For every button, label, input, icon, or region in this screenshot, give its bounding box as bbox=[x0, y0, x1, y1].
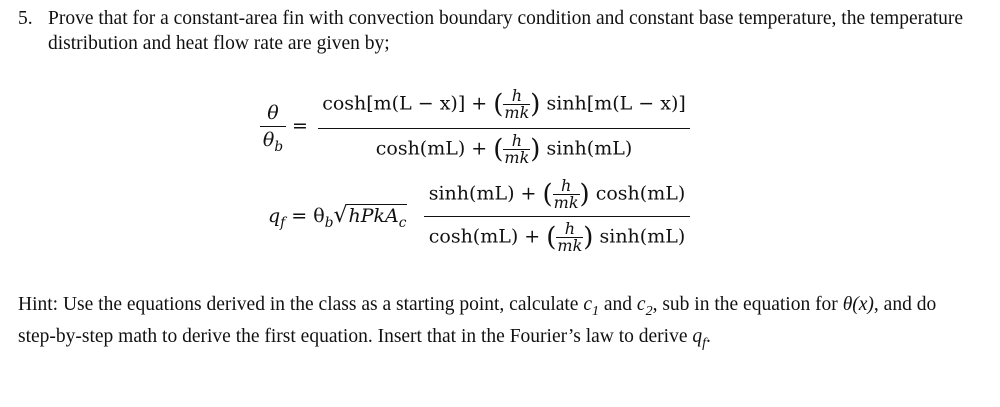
theta-numerator: θ bbox=[267, 102, 279, 124]
theta-b-denominator: $\theta_b$ bbox=[262, 129, 284, 155]
theta-ratio bbox=[260, 102, 286, 155]
eq2-numerator: sinh(mL) + ( $\frac{h}{mk}$ ) cosh(mL) bbox=[428, 176, 686, 212]
h-over-mk-fraction: ( $\frac{h}{mk}$ ) bbox=[546, 219, 594, 255]
problem-text: Prove that for a constant-area fin with convection boundary condition and constant base temperature, the temperature distribution and heat flow rate are given by; bbox=[48, 8, 964, 54]
equals-sign: = bbox=[292, 115, 308, 137]
eq1-numerator: cosh[m(L − x)] + ( $\frac{h}{mk}$ ) sinh[m(L − x)] bbox=[322, 86, 686, 122]
eq1-denominator: cosh(mL) + ( $\frac{h}{mk}$ ) sinh(mL) bbox=[375, 131, 633, 167]
eq2-denominator: cosh(mL) + ( $\frac{h}{mk}$ ) sinh(mL) bbox=[428, 219, 686, 255]
square-root: √hPkA$_c$ bbox=[333, 203, 407, 231]
eq2-lhs: $q_f$ = $\theta_b√hPkA_c$ bbox=[268, 203, 407, 231]
h-over-mk-fraction: ( $\frac{h}{mk}$ ) bbox=[542, 176, 590, 212]
problem-statement bbox=[18, 6, 978, 56]
eq2-fraction-bar bbox=[424, 216, 690, 217]
h-over-mk-fraction: ( $\frac{h}{mk}$ ) bbox=[493, 86, 541, 122]
problem-number: 5. bbox=[18, 8, 33, 29]
h-over-mk-fraction: ( $\frac{h}{mk}$ ) bbox=[493, 131, 541, 167]
eq1-fraction-bar bbox=[318, 128, 690, 129]
ratio-bar bbox=[260, 126, 286, 127]
hint-paragraph: Hint: Use the equations derived in the class as a starting point, calculate $c_1$ and $c_2$, sub in the equation for θ(x), and do step-by-step math to derive the first equation. Insert that in the Fourier’s law to derive $q_f$. bbox=[18, 294, 937, 351]
